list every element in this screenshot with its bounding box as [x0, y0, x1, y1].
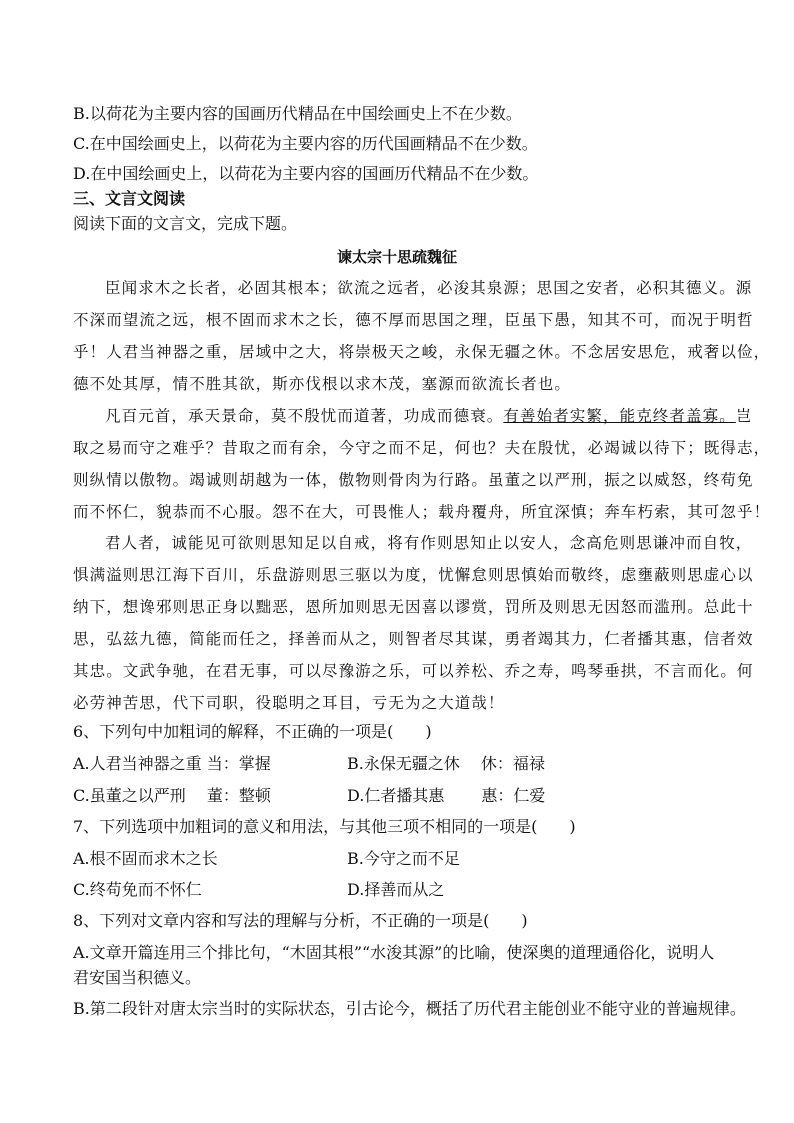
question-8-option-a: A.文章开篇连用三个排比句，“木固其根”“水浚其源”的比喻，使深奥的道理通俗化，说明人 [73, 943, 715, 962]
question-8-option-a-cont: 君安国当积德义。 [73, 968, 202, 987]
question-6-option-c: C.虽董之以严刑 董：整顿 [73, 786, 271, 805]
passage-line: 必劳神苦思，代下司职，役聪明之耳目，亏无为之大道哉！ [73, 694, 505, 712]
passage-line: 而不怀仁，貌恭而不心服。怨不在大，可畏惟人；载舟覆舟，所宜深慎；奔车朽索，其可忽乎！ [73, 503, 771, 521]
passage-line: 君人者，诚能见可欲则思知足以自戒，将有作则思知止以安人，念高危则思谦冲而自牧， [105, 534, 753, 552]
option-b-prev: B.以荷花为主要内容的国画历代精品在中国绘画史上不在少数。 [73, 104, 522, 123]
question-8-stem: 8、下列对文章内容和写法的理解与分析，不正确的一项是( ) [73, 911, 528, 930]
section-instruction: 阅读下面的文言文，完成下题。 [73, 214, 298, 233]
passage-line: 其忠。文武争驰，在君无事，可以尽豫游之乐，可以养松、乔之寿，鸣琴垂拱，不言而化。何 [73, 662, 754, 680]
question-7-stem: 7、下列选项中加粗词的意义和用法，与其他三项不相同的一项是( ) [73, 817, 576, 836]
passage-text: 凡百元首，承天景命，莫不殷忧而道著，功成而德衰。 [105, 407, 504, 425]
passage-line: 乎！人君当神器之重，居域中之大，将崇极天之峻，永保无疆之休。不念居安思危，戒奢以俭， [73, 343, 771, 361]
passage-line: 取之易而守之难乎？昔取之而有余，今守之而不足，何也？夫在殷忧，必竭诚以待下；既得志， [73, 439, 771, 457]
section-heading: 三、文言文阅读 [73, 189, 186, 208]
passage-line: 思，弘兹九德，简能而任之，择善而从之，则智者尽其谋，勇者竭其力，仁者播其惠，信者效 [73, 630, 754, 648]
underlined-sentence: 有善始者实繁，能克终者盖寡。 [503, 407, 736, 425]
question-7-option-b: B.今守之而不足 [347, 849, 460, 868]
passage-text: 岂 [735, 407, 753, 425]
option-d-prev: D.在中国绘画史上，以荷花为主要内容的国画历代精品不在少数。 [73, 164, 539, 183]
passage-line: 臣闻求木之长者，必固其根本；欲流之远者，必浚其泉源；思国之安者，必积其德义。源 [105, 279, 753, 297]
question-7-option-d: D.择善而从之 [347, 880, 445, 899]
passage-line [105, 406, 755, 426]
passage-line: 惧满溢则思江海下百川，乐盘游则思三驱以为度，忧懈怠则思慎始而敬终，虑壅蔽则思虚心以 [73, 566, 754, 584]
passage-line: 则纵情以傲物。竭诚则胡越为一体，傲物则骨肉为行路。虽董之以严刑，振之以威怒，终苟免 [73, 471, 754, 489]
question-7-option-a: A.根不固而求木之长 [73, 849, 218, 868]
question-7-option-c: C.终苟免而不怀仁 [73, 880, 202, 899]
question-6-option-a: A.人君当神器之重 当：掌握 [73, 754, 271, 773]
passage-line: 不深而望流之远，根不固而求木之长，德不厚而思国之理，臣虽下愚，知其不可，而况于明哲 [73, 311, 754, 329]
question-6-stem: 6、下列句中加粗词的解释，不正确的一项是( ) [73, 722, 432, 741]
passage-line: 纳下，想谗邪则思正身以黜恶，恩所加则思无因喜以谬赏，罚所及则思无因怒而滥刑。总此十 [73, 598, 754, 616]
passage-line: 德不处其厚，情不胜其欲，斯亦伐根以求木茂，塞源而欲流长者也。 [73, 375, 572, 393]
option-c-prev: C.在中国绘画史上，以荷花为主要内容的历代国画精品不在少数。 [73, 134, 538, 153]
question-6-option-d: D.仁者播其惠 惠：仁爱 [347, 786, 546, 805]
question-8-option-b: B.第二段针对唐太宗当时的实际状态，引古论今，概括了历代君主能创业不能守业的普遍规律。 [73, 999, 746, 1018]
question-6-option-b: B.永保无疆之休 休：福禄 [347, 754, 545, 773]
passage-title: 谏太宗十思疏魏征 [336, 248, 457, 266]
